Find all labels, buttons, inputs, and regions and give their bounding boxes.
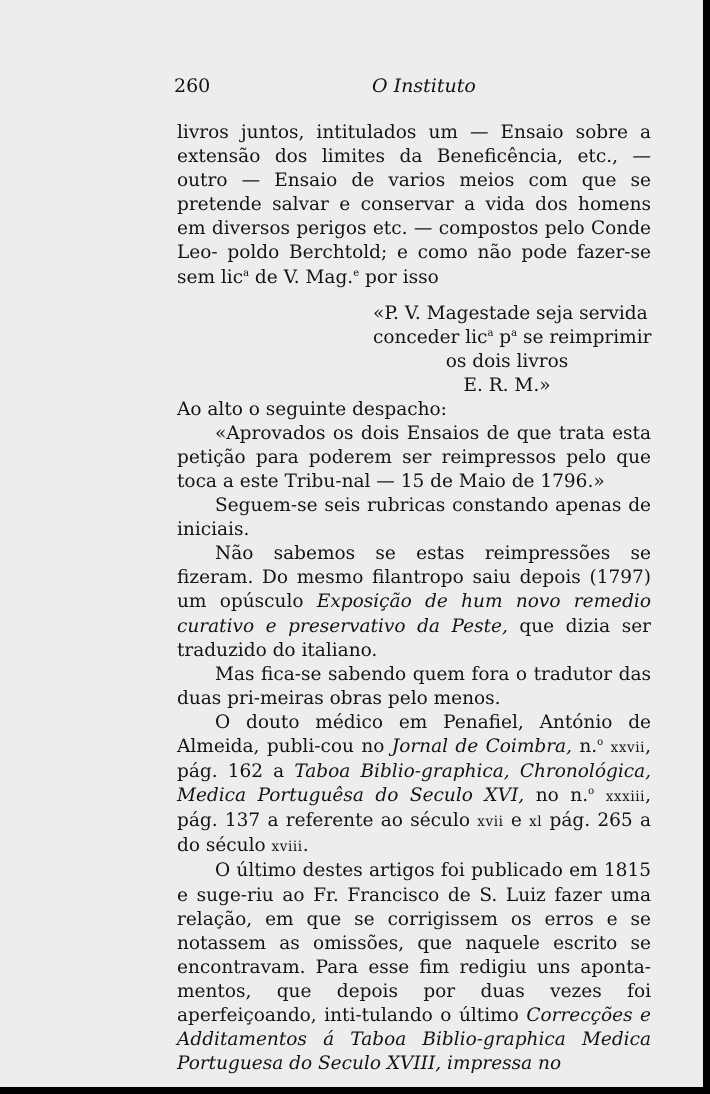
paragraph-tradutor: Mas fica-se sabendo quem fora o tradutor das duas pri-meiras obras pelo menos. — [177, 663, 651, 709]
text-line: meios com que se pretende salvar e conservar a vida dos — [177, 170, 651, 216]
paragraph-reimpressoes: Não sabemos se estas reimpressões se fizeram. Do mesmo filantropo saiu depois (1797) um opúsculo Exposição de hum novo remedio curativo e preservativo da Peste, que dizia ser traduzido do italiano. — [177, 543, 651, 661]
book-title: Taboa Biblio-graphica, Chronológica, Medica Portuguêsa do Seculo XVI, — [177, 761, 652, 807]
page-number: 260 — [174, 75, 211, 97]
petition-quote — [373, 302, 652, 398]
superscript: e — [353, 267, 360, 279]
approval-quote: «Aprovados os dois Ensaios de que trata esta petição para poderem ser reimpressos pelo que toca a este Tribu-nal — 15 de Maio de 1796.» — [177, 422, 651, 492]
running-title: O Instituto — [372, 75, 476, 97]
text-line: de — [249, 266, 278, 288]
text-line: limites da Beneficência, etc., — outro — Ensaio de varios — [177, 146, 651, 192]
book-title: Correcções e Additamentos á Taboa Biblio-graphica Medica Portuguesa do Seculo XVIII, impressa no — [177, 1005, 652, 1075]
text-line: livros juntos, intitulados um — Ensaio sobre a extensão dos — [177, 122, 651, 168]
petition-line: «P. V. Magestade seja servida — [373, 302, 648, 324]
text-line: V. Mag. — [283, 266, 354, 288]
petition-line: os dois livros — [445, 350, 569, 372]
text-line: homens em diversos perigos etc. — compostos pelo Conde Leo- — [177, 194, 651, 264]
text-line: poldo Berchtold; e como não pode fazer-se sem lic — [177, 242, 651, 288]
journal-title: Jornal de Coimbra, — [391, 735, 572, 757]
book-title: Exposição de hum novo remedio curativo e preservativo da Peste, — [177, 591, 651, 637]
petition-line: E. R. M.» — [463, 374, 551, 396]
petition-line: conceder lic$^a$ $p^a$ se reimprimir — [373, 326, 652, 348]
paragraph-petition-text — [177, 121, 651, 290]
superscript: a — [243, 267, 250, 279]
text-line: por isso — [359, 266, 439, 288]
paragraph-ultimo: O último destes artigos foi publicado em 1815 e suge-riu ao Fr. Francisco de S. Luiz fazer uma relação, em que se corrigissem os erros e se notassem as omissões, que naquele escrito se encontravam. Para esse fim redigiu uns aponta-mentos, que depois por duas vezes foi aperfeiçoando, inti-tulando o último Correcções e Additamentos á Taboa Biblio-graphica Medica Portuguesa do Seculo XVIII, impressa no — [177, 860, 652, 1075]
body-text — [177, 121, 651, 1076]
paragraph-almeida: O douto médico em Penafiel, António de Almeida, publi-cou no Jornal de Coimbra, n.$^o$ xxvii, pág. 162 a Taboa Biblio-graphica, Chronológica, Medica Portuguêsa do Seculo XVI, no n.$^o$ xxxiii, pág. 137 a referente ao século xvii e xl pág. 265 a do século xviii. — [177, 711, 652, 857]
paragraph-rubricas: Seguem-se seis rubricas constando apenas de iniciais. — [177, 495, 651, 541]
despacho-intro: Ao alto o seguinte despacho: — [177, 398, 447, 420]
